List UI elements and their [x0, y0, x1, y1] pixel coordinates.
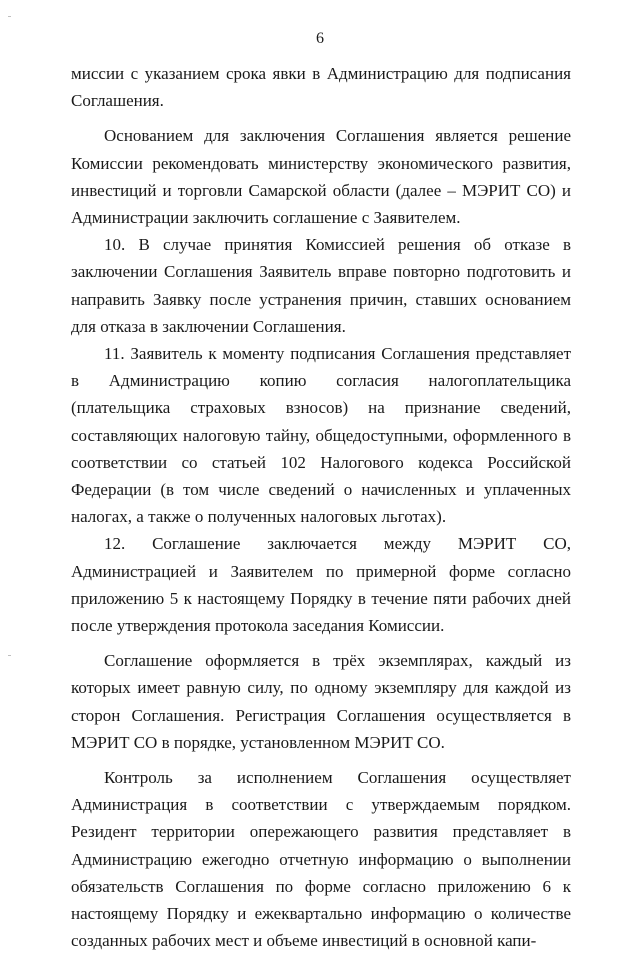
page-number: 6: [316, 30, 324, 47]
paragraph: Контроль за исполнением Соглашения осуществляет Администрация в соответствии с утверждаемым порядком. Резидент территории опережающего развития представляет в Администрацию ежегодно отчетную информацию о выполнении обязательств Соглашения по форме согласно приложению 6 к настоящему Порядку и ежеквартально информацию о количестве созданных рабочих мест и объеме инвестиций в основной капи-: [71, 768, 571, 951]
margin-mark: [8, 16, 11, 17]
paragraph: миссии с указанием срока явки в Администрацию для подписания Соглашения.: [71, 64, 571, 111]
paragraph: 12. Соглашение заключается между МЭРИТ СО, Администрацией и Заявителем по примерной форме согласно приложению 5 к настоящему Порядку в течение пяти рабочих дней после утверждения протокола заседания Комиссии.: [71, 534, 571, 636]
paragraph: Основанием для заключения Соглашения является решение Комиссии рекомендовать министерству экономического развития, инвестиций и торговли Самарской области (далее – МЭРИТ СО) и Администрации заключить соглашение с Заявителем.: [71, 126, 571, 228]
paragraph: 10. В случае принятия Комиссией решения об отказе в заключении Соглашения Заявитель вправе повторно подготовить и направить Заявку после устранения причин, ставших основанием для отказа в заключении Соглашения.: [71, 235, 571, 336]
margin-mark: [8, 655, 11, 656]
paragraph: Соглашение оформляется в трёх экземплярах, каждый из которых имеет равную силу, по одному экземпляру для каждой из сторон Соглашения. Регистрация Соглашения осуществляется в МЭРИТ СО в порядке, установленном МЭРИТ СО.: [71, 651, 571, 752]
paragraph: 11. Заявитель к моменту подписания Соглашения представляет в Администрацию копию согласия налогоплательщика (плательщика страховых взносов) на признание сведений, составляющих налоговую тайну, общедоступными, оформленного в соответствии со статьей 102 Налогового кодекса Российской Федерации (в том числе сведений о начисленных и уплаченных налогах, а также о полученных налоговых льготах).: [71, 344, 571, 527]
body-text: [71, 60, 571, 955]
